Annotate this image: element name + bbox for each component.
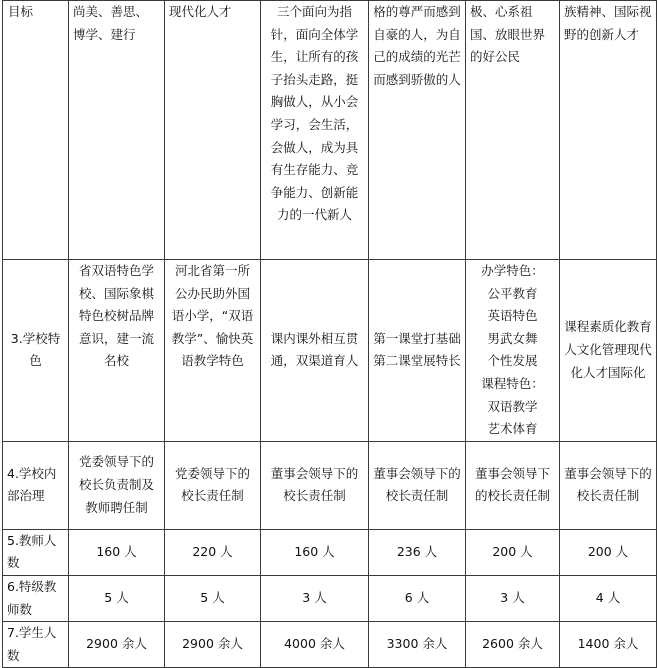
feature-cell-5: 办学特色： 公平教育 英语特色 男武女舞 个性发展 课程特色： 双语教学 艺术体育 xyxy=(466,260,560,442)
feature-cell-3: 课内课外相互贯通，双渠道育人 xyxy=(261,260,369,442)
special-teachers-cell-6: 4 人 xyxy=(560,575,657,621)
governance-cell-2: 党委领导下的校长责任制 xyxy=(165,441,261,529)
students-cell-4: 3300 余人 xyxy=(369,622,466,668)
students-cell-2: 2900 余人 xyxy=(165,622,261,668)
table-row-governance xyxy=(3,441,657,529)
row-label-special-teachers: 6.特级教师数 xyxy=(3,575,69,621)
teachers-cell-3: 160 人 xyxy=(261,529,369,575)
row-label-governance: 4.学校内部治理 xyxy=(3,441,69,529)
special-teachers-cell-5: 3 人 xyxy=(466,575,560,621)
governance-cell-1: 党委领导下的校长负责制及教师聘任制 xyxy=(69,441,165,529)
feature-cell-6: 课程素质化教育人文化管理现代化人才国际化 xyxy=(560,260,657,442)
feature-cell-1: 省双语特色学校、国际象棋特色校树品牌意识，建一流名校 xyxy=(69,260,165,442)
school-comparison-table xyxy=(2,0,657,668)
students-cell-1: 2900 余人 xyxy=(69,622,165,668)
table-row-teachers xyxy=(3,529,657,575)
goal-cell-2: 现代化人才 xyxy=(165,1,261,260)
special-teachers-cell-1: 5 人 xyxy=(69,575,165,621)
table-row-special-teachers xyxy=(3,575,657,621)
feature-cell-2: 河北省第一所公办民助外国语小学，“双语教学”、愉快英语教学特色 xyxy=(165,260,261,442)
goal-cell-4: 格的尊严而感到自豪的人，为自己的成绩的光芒而感到骄傲的人 xyxy=(369,1,466,260)
governance-cell-6: 董事会领导下的校长责任制 xyxy=(560,441,657,529)
table-row-feature xyxy=(3,260,657,442)
students-cell-3: 4000 余人 xyxy=(261,622,369,668)
governance-cell-4: 董事会领导下的校长责任制 xyxy=(369,441,466,529)
row-label-feature: 3.学校特色 xyxy=(3,260,69,442)
row-label-students: 7.学生人数 xyxy=(3,622,69,668)
goal-cell-5: 极、心系祖国、放眼世界的好公民 xyxy=(466,1,560,260)
teachers-cell-2: 220 人 xyxy=(165,529,261,575)
teachers-cell-1: 160 人 xyxy=(69,529,165,575)
goal-cell-3: 三个面向为指针，面向全体学生，让所有的孩子抬头走路，挺胸做人，从小会学习，会生活，会做人，成为具有生存能力、竞争能力、创新能力的一代新人 xyxy=(261,1,369,260)
students-cell-6: 1400 余人 xyxy=(560,622,657,668)
students-cell-5: 2600 余人 xyxy=(466,622,560,668)
governance-cell-5: 董事会领导下的校长责任制 xyxy=(466,441,560,529)
goal-cell-1: 尚美、善思、博学、建行 xyxy=(69,1,165,260)
teachers-cell-6: 200 人 xyxy=(560,529,657,575)
special-teachers-cell-4: 6 人 xyxy=(369,575,466,621)
table-row-students xyxy=(3,622,657,668)
teachers-cell-5: 200 人 xyxy=(466,529,560,575)
special-teachers-cell-2: 5 人 xyxy=(165,575,261,621)
row-label-teachers: 5.教师人数 xyxy=(3,529,69,575)
teachers-cell-4: 236 人 xyxy=(369,529,466,575)
special-teachers-cell-3: 3 人 xyxy=(261,575,369,621)
feature-cell-4: 第一课堂打基础 第二课堂展特长 xyxy=(369,260,466,442)
goal-cell-6: 族精神、国际视野的创新人才 xyxy=(560,1,657,260)
row-label-goal: 目标 xyxy=(3,1,69,260)
table-row-goal xyxy=(3,1,657,260)
governance-cell-3: 董事会领导下的校长责任制 xyxy=(261,441,369,529)
